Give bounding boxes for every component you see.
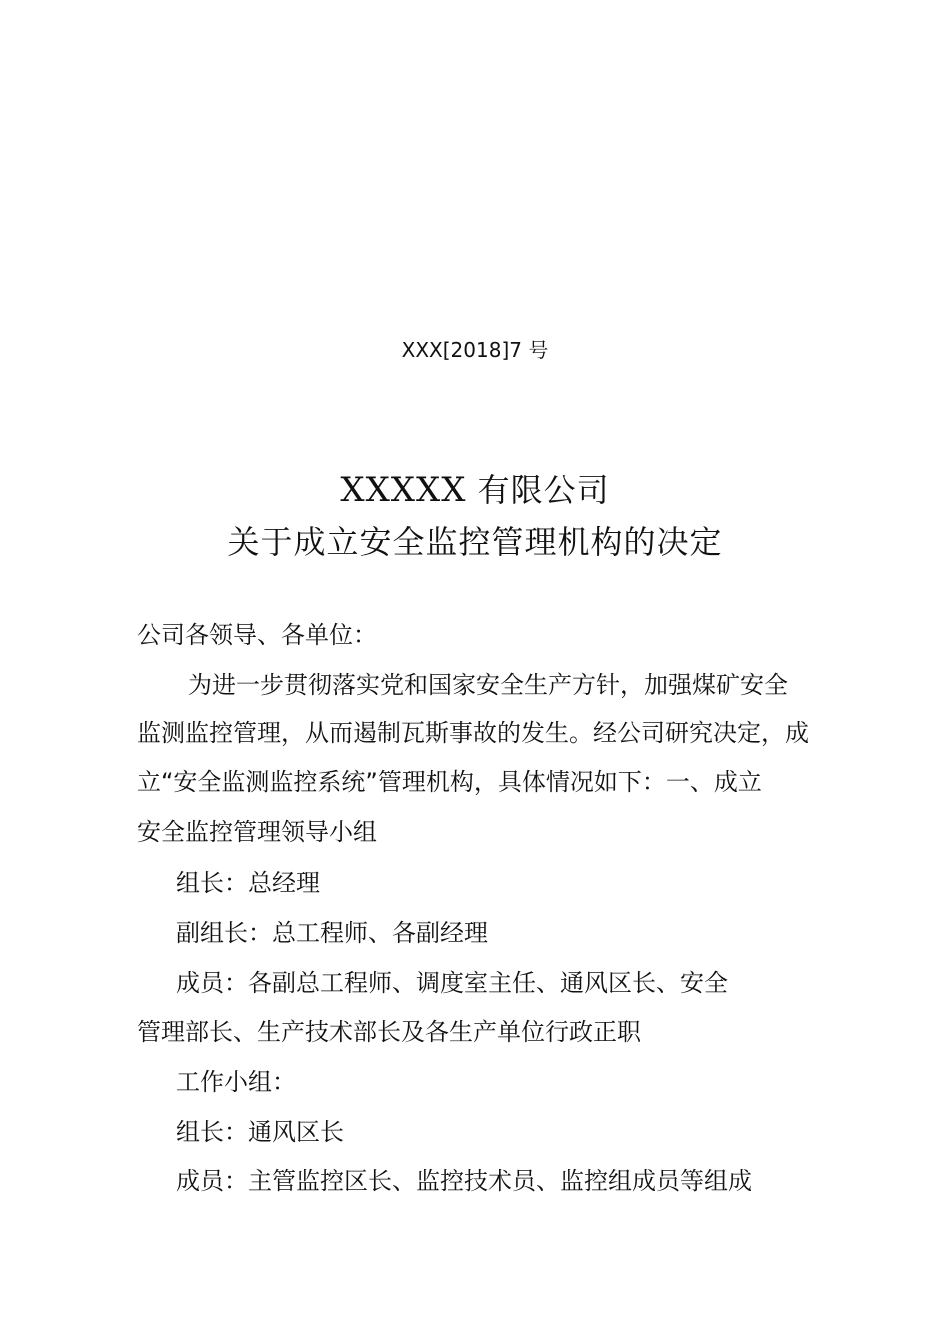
- body-line-3: 立“安全监测监控系统”管理机构，具体情况如下：一、成立: [137, 768, 762, 796]
- salutation: 公司各领导、各单位：: [137, 621, 377, 649]
- leadership-members-line-1: 成员：各副总工程师、调度室主任、通风区长、安全: [176, 969, 728, 997]
- title-subject: 关于成立安全监控管理机构的决定: [227, 523, 723, 561]
- document-number: XXX[2018]7 号: [401, 338, 549, 362]
- title-company: [0, 468, 950, 512]
- body-line-1: 为进一步贯彻落实党和国家安全生产方针，加强煤矿安全: [188, 671, 788, 699]
- work-group-members: 成员：主管监控区长、监控技术员、监控组成员等组成: [176, 1167, 752, 1195]
- leadership-leader: 组长：总经理: [176, 869, 320, 897]
- leadership-deputy-leader: 副组长：总工程师、各副经理: [176, 919, 488, 947]
- body-line-2: 监测监控管理，从而遏制瓦斯事故的发生。经公司研究决定，成: [137, 719, 809, 747]
- leadership-members-line-2: 管理部长、生产技术部长及各生产单位行政正职: [137, 1018, 641, 1046]
- work-group-leader: 组长：通风区长: [176, 1118, 344, 1146]
- work-group-heading: 工作小组：: [176, 1068, 296, 1096]
- title-company-rest: 有限公司: [466, 471, 610, 509]
- body-line-4: 安全监控管理领导小组: [137, 818, 377, 846]
- title-company-latin: XXXXX: [340, 470, 467, 510]
